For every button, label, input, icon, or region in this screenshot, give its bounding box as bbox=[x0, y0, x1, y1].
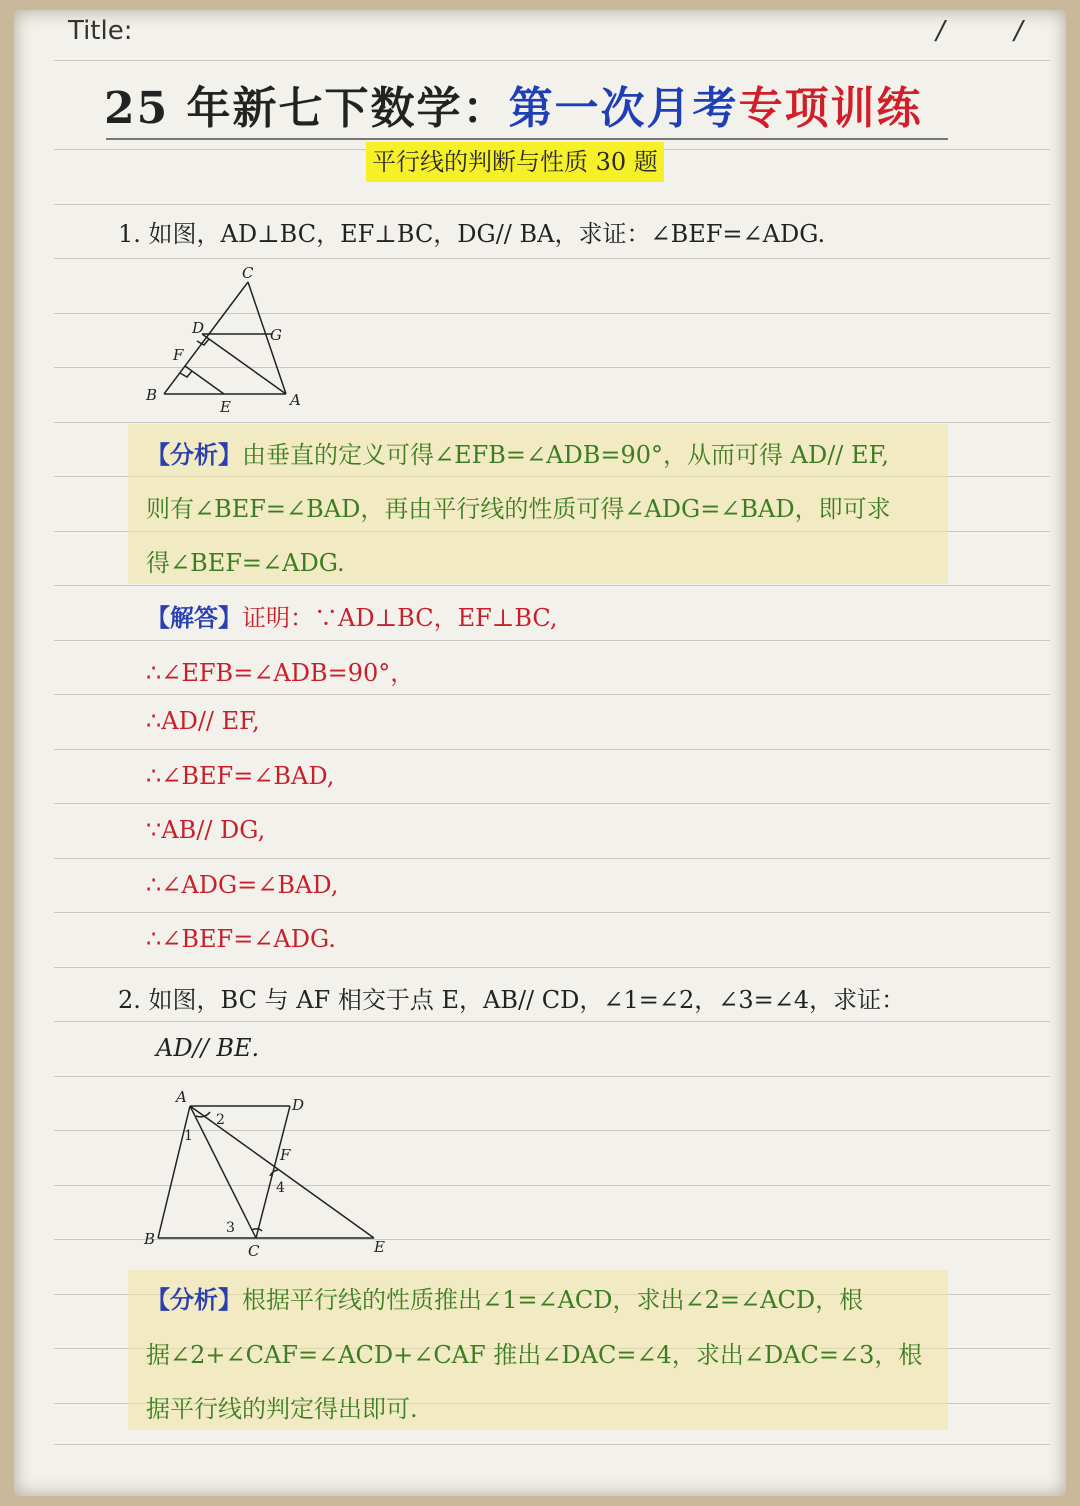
title-part-3: 专项训练 bbox=[738, 83, 923, 134]
title-part-1: 25 年新七下数学： bbox=[104, 83, 509, 134]
ruled-line bbox=[54, 912, 1050, 913]
ruled-line bbox=[54, 1444, 1050, 1445]
q1-analysis-line-1 bbox=[146, 435, 889, 470]
q2-label-f: F bbox=[280, 1146, 291, 1164]
q1-answer-line-3: ∴AD// EF, bbox=[146, 707, 260, 735]
q1-answer-line-5: ∵AB// DG, bbox=[146, 816, 266, 844]
page-title bbox=[104, 72, 923, 136]
q1-statement: 1. 如图，AD⊥BC，EF⊥BC，DG// BA，求证：∠BEF=∠ADG. bbox=[118, 220, 826, 248]
q1-label-c: C bbox=[242, 264, 254, 282]
q1-analysis-line-3: 得∠BEF=∠ADG. bbox=[146, 549, 345, 577]
q2-analysis-text-1: 根据平行线的性质推出∠1=∠ACD，求出∠2=∠ACD，根 bbox=[242, 1286, 864, 1314]
ruled-line bbox=[54, 204, 1050, 205]
q1-analysis-line-2: 则有∠BEF=∠BAD，再由平行线的性质可得∠ADG=∠BAD，即可求 bbox=[146, 495, 891, 523]
q2-analysis-tag: 【分析】 bbox=[146, 1285, 242, 1314]
q1-label-e: E bbox=[220, 398, 231, 416]
q1-answer-tag: 【解答】 bbox=[146, 603, 242, 632]
ruled-line bbox=[54, 422, 1050, 423]
q1-figure bbox=[140, 262, 310, 420]
ruled-line bbox=[54, 60, 1050, 61]
ruled-line bbox=[54, 1021, 1050, 1022]
q1-answer-line-4: ∴∠BEF=∠BAD, bbox=[146, 762, 335, 790]
q1-analysis-text-1: 由垂直的定义可得∠EFB=∠ADB=90°，从而可得 AD// EF, bbox=[242, 441, 890, 469]
q1-label-b: B bbox=[146, 386, 158, 404]
q2-label-d: D bbox=[292, 1096, 305, 1114]
header-title-label: Title: bbox=[68, 16, 133, 46]
ruled-line bbox=[54, 803, 1050, 804]
title-part-2: 第一次月考 bbox=[508, 83, 739, 134]
ruled-line bbox=[54, 1076, 1050, 1077]
ruled-line bbox=[54, 258, 1050, 259]
subtitle-highlight: 平行线的判断与性质 30 题 bbox=[366, 142, 664, 182]
q2-label-b: B bbox=[144, 1230, 156, 1248]
ruled-line bbox=[54, 640, 1050, 641]
ruled-line bbox=[54, 694, 1050, 695]
ruled-line bbox=[54, 585, 1050, 586]
q1-answer-line-1 bbox=[146, 598, 558, 633]
q2-figure bbox=[140, 1084, 400, 1262]
q2-statement-line-1: 2. 如图，BC 与 AF 相交于点 E，AB// CD，∠1=∠2，∠3=∠4，求证： bbox=[118, 986, 906, 1014]
q2-angle-4: 4 bbox=[276, 1180, 285, 1196]
date-slash-1: / bbox=[936, 16, 945, 46]
q2-analysis-line-3: 据平行线的判定得出即可. bbox=[146, 1395, 418, 1423]
ruled-line bbox=[54, 858, 1050, 859]
ruled-line bbox=[54, 967, 1050, 968]
q2-angle-2: 2 bbox=[216, 1112, 225, 1128]
q2-analysis-line-2: 据∠2+∠CAF=∠ACD+∠CAF 推出∠DAC=∠4，求出∠DAC=∠3，根 bbox=[146, 1341, 923, 1369]
q1-label-g: G bbox=[270, 326, 282, 344]
title-underline bbox=[106, 138, 948, 140]
q2-analysis-line-1 bbox=[146, 1280, 863, 1315]
q2-statement-line-2: AD// BE. bbox=[156, 1034, 260, 1062]
q1-answer-text-1: 证明：∵AD⊥BC，EF⊥BC, bbox=[242, 604, 558, 632]
q1-analysis-tag: 【分析】 bbox=[146, 440, 242, 469]
q1-label-d: D bbox=[192, 319, 205, 337]
q1-label-f: F bbox=[173, 346, 184, 364]
q1-label-a: A bbox=[290, 391, 301, 409]
q1-answer-line-2: ∴∠EFB=∠ADB=90°， bbox=[146, 659, 415, 687]
ruled-line bbox=[54, 749, 1050, 750]
q1-answer-line-7: ∴∠BEF=∠ADG. bbox=[146, 925, 336, 953]
q1-answer-line-6: ∴∠ADG=∠BAD, bbox=[146, 871, 339, 899]
q2-label-c: C bbox=[248, 1242, 260, 1260]
q2-label-e: E bbox=[374, 1238, 385, 1256]
date-slash-2: / bbox=[1014, 16, 1023, 46]
q2-angle-1: 1 bbox=[184, 1128, 193, 1144]
q2-label-a: A bbox=[176, 1088, 187, 1106]
q2-angle-3: 3 bbox=[226, 1220, 235, 1236]
